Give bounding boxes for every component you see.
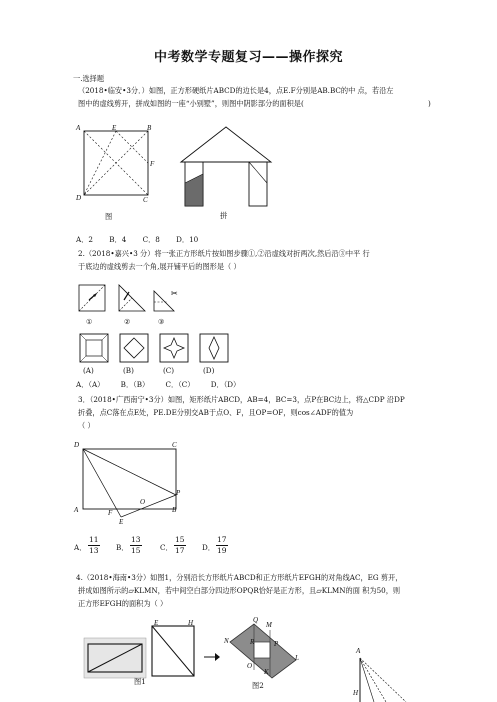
q4-label-h2: H [353,689,359,697]
q3-line1: 3．（2018•广西南宁•3分）如图，矩形纸片ABCD，AB=4，BC=3，点P在BC边上，将△CDP 沿DP [78,395,405,404]
q2-option-c: C．（C） [165,380,195,389]
q3-label-f: F [108,509,113,517]
q1-option-a: A．2 [76,235,93,244]
q3-option-b-fraction: $\frac{13}{15}$ [131,535,141,555]
q1-label-c: C [143,196,148,204]
q3-line2: 折叠，点C落在点E处，PE.DE分别交AB于点O、F，且OP=OF，则cos∠ADF的值为 [78,408,354,417]
section-heading: 一.选择题 [73,74,105,83]
q3-label-d: D [74,441,80,449]
q2-choice-label-c: (C) [163,366,175,375]
q4-line3: 正方形EFGH的面积为（ ） [78,599,168,608]
q1-option-c: C．8 [142,235,160,244]
q4-label-n: N [224,637,229,645]
q4-label-q: Q [253,616,259,624]
q4-arrow-icon [204,652,220,662]
q1-line1: （2018•临安•3分．）如图，正方形硬纸片ABCD的边长是4，点E.F分别是AB.BC的中 点，若沿左 [78,86,394,95]
q2-options [76,379,254,391]
q1-square-figure [84,131,154,201]
q1-line2: 图中的虚线剪开，拼成如图的一座“小别墅”，则图中阴影部分的面积是( [78,99,304,108]
q2-choice-label-b: (B) [123,366,134,375]
q3-option-c-letter: C． [160,543,173,552]
q2-choice-label-d: (D) [203,366,215,375]
q2-step-3: ③ [158,317,165,326]
q1-options [76,234,212,246]
q2-choice-label-a: (A) [83,366,94,375]
page-title: 中考数学专题复习——操作探究 [153,50,343,65]
q4-label-h: H [188,619,194,627]
q2-line2: 于底边的虚线剪去一个角,展开铺平后的图形是（ ） [78,262,241,271]
q1-paren-close: ) [428,99,431,108]
q4-line2: 拼成如图所示的▱KLMN，若中间空白部分四边形OPQR恰好是正方形，且▱KLMN的面 积为50，则 [78,586,401,595]
q1-fig-caption-right: 拼 [220,211,228,220]
q3-option-b-letter: B． [116,543,129,552]
q3-label-p: P [176,489,181,497]
q4-label-m: M [266,621,272,629]
q1-label-f: F [150,160,155,168]
q3-option-c-fraction: $\frac{15}{17}$ [175,535,185,555]
q2-step-2: ② [124,317,131,326]
q4-label-r: R [250,638,255,646]
q3-rectangle-figure [83,447,183,523]
q4-label-a: A [356,647,361,655]
q4-partial-figure [354,652,414,702]
q3-label-o: O [140,498,146,506]
q4-figure1-rectangle [84,638,146,678]
q1-label-b: B [147,124,152,132]
q4-label-e: E [154,619,159,627]
q4-label-o: O [247,662,253,670]
q2-fold-steps-figure [79,282,189,322]
q3-label-c: C [172,441,177,449]
q3-label-b: B [172,506,177,514]
q2-line1: 2.（2018•嘉兴•3 分）将一张正方形纸片按如图步骤①,②沿虚线对折两次,然后沿③中平 行 [78,249,370,258]
q4-label-p: P [274,640,279,648]
q1-label-d: D [76,194,82,202]
q4-label-l: L [295,654,299,662]
q3-label-a: A [74,506,79,514]
svg-text:✂: ✂ [171,289,178,298]
q3-option-a-fraction: $\frac{11}{13}$ [89,535,99,555]
q2-option-b: B．（B） [120,380,150,389]
q1-option-b: B．4 [109,235,127,244]
q4-line1: 4.（2018•海南•3分）如图1，分别沿长方形纸片ABCD和正方形纸片EFGH的对角线AC，EG 剪开， [76,573,403,582]
q2-step-1: ① [86,317,93,326]
q4-label-k: K [264,668,269,676]
q4-figure1-square [150,620,198,680]
q1-label-e: E [112,124,117,132]
q2-choice-figures [80,334,250,368]
q3-line3: （ ） [78,421,95,430]
q1-fig-caption-left: 图 [105,212,113,221]
q1-villa-figure [181,127,271,213]
q4-fig2-caption: 图2 [252,681,264,690]
q3-option-a-letter: A． [74,543,87,552]
q3-option-d-fraction: $\frac{17}{19}$ [217,535,227,555]
q1-label-a: A [76,124,81,132]
q3-option-d-letter: D． [202,543,215,552]
q2-option-d: D．（D） [210,380,241,389]
q3-label-e: E [119,518,124,526]
q4-fig1-caption: 图1 [134,677,146,686]
q2-option-a: A．（A） [76,380,105,389]
q1-option-d: D．10 [176,235,199,244]
